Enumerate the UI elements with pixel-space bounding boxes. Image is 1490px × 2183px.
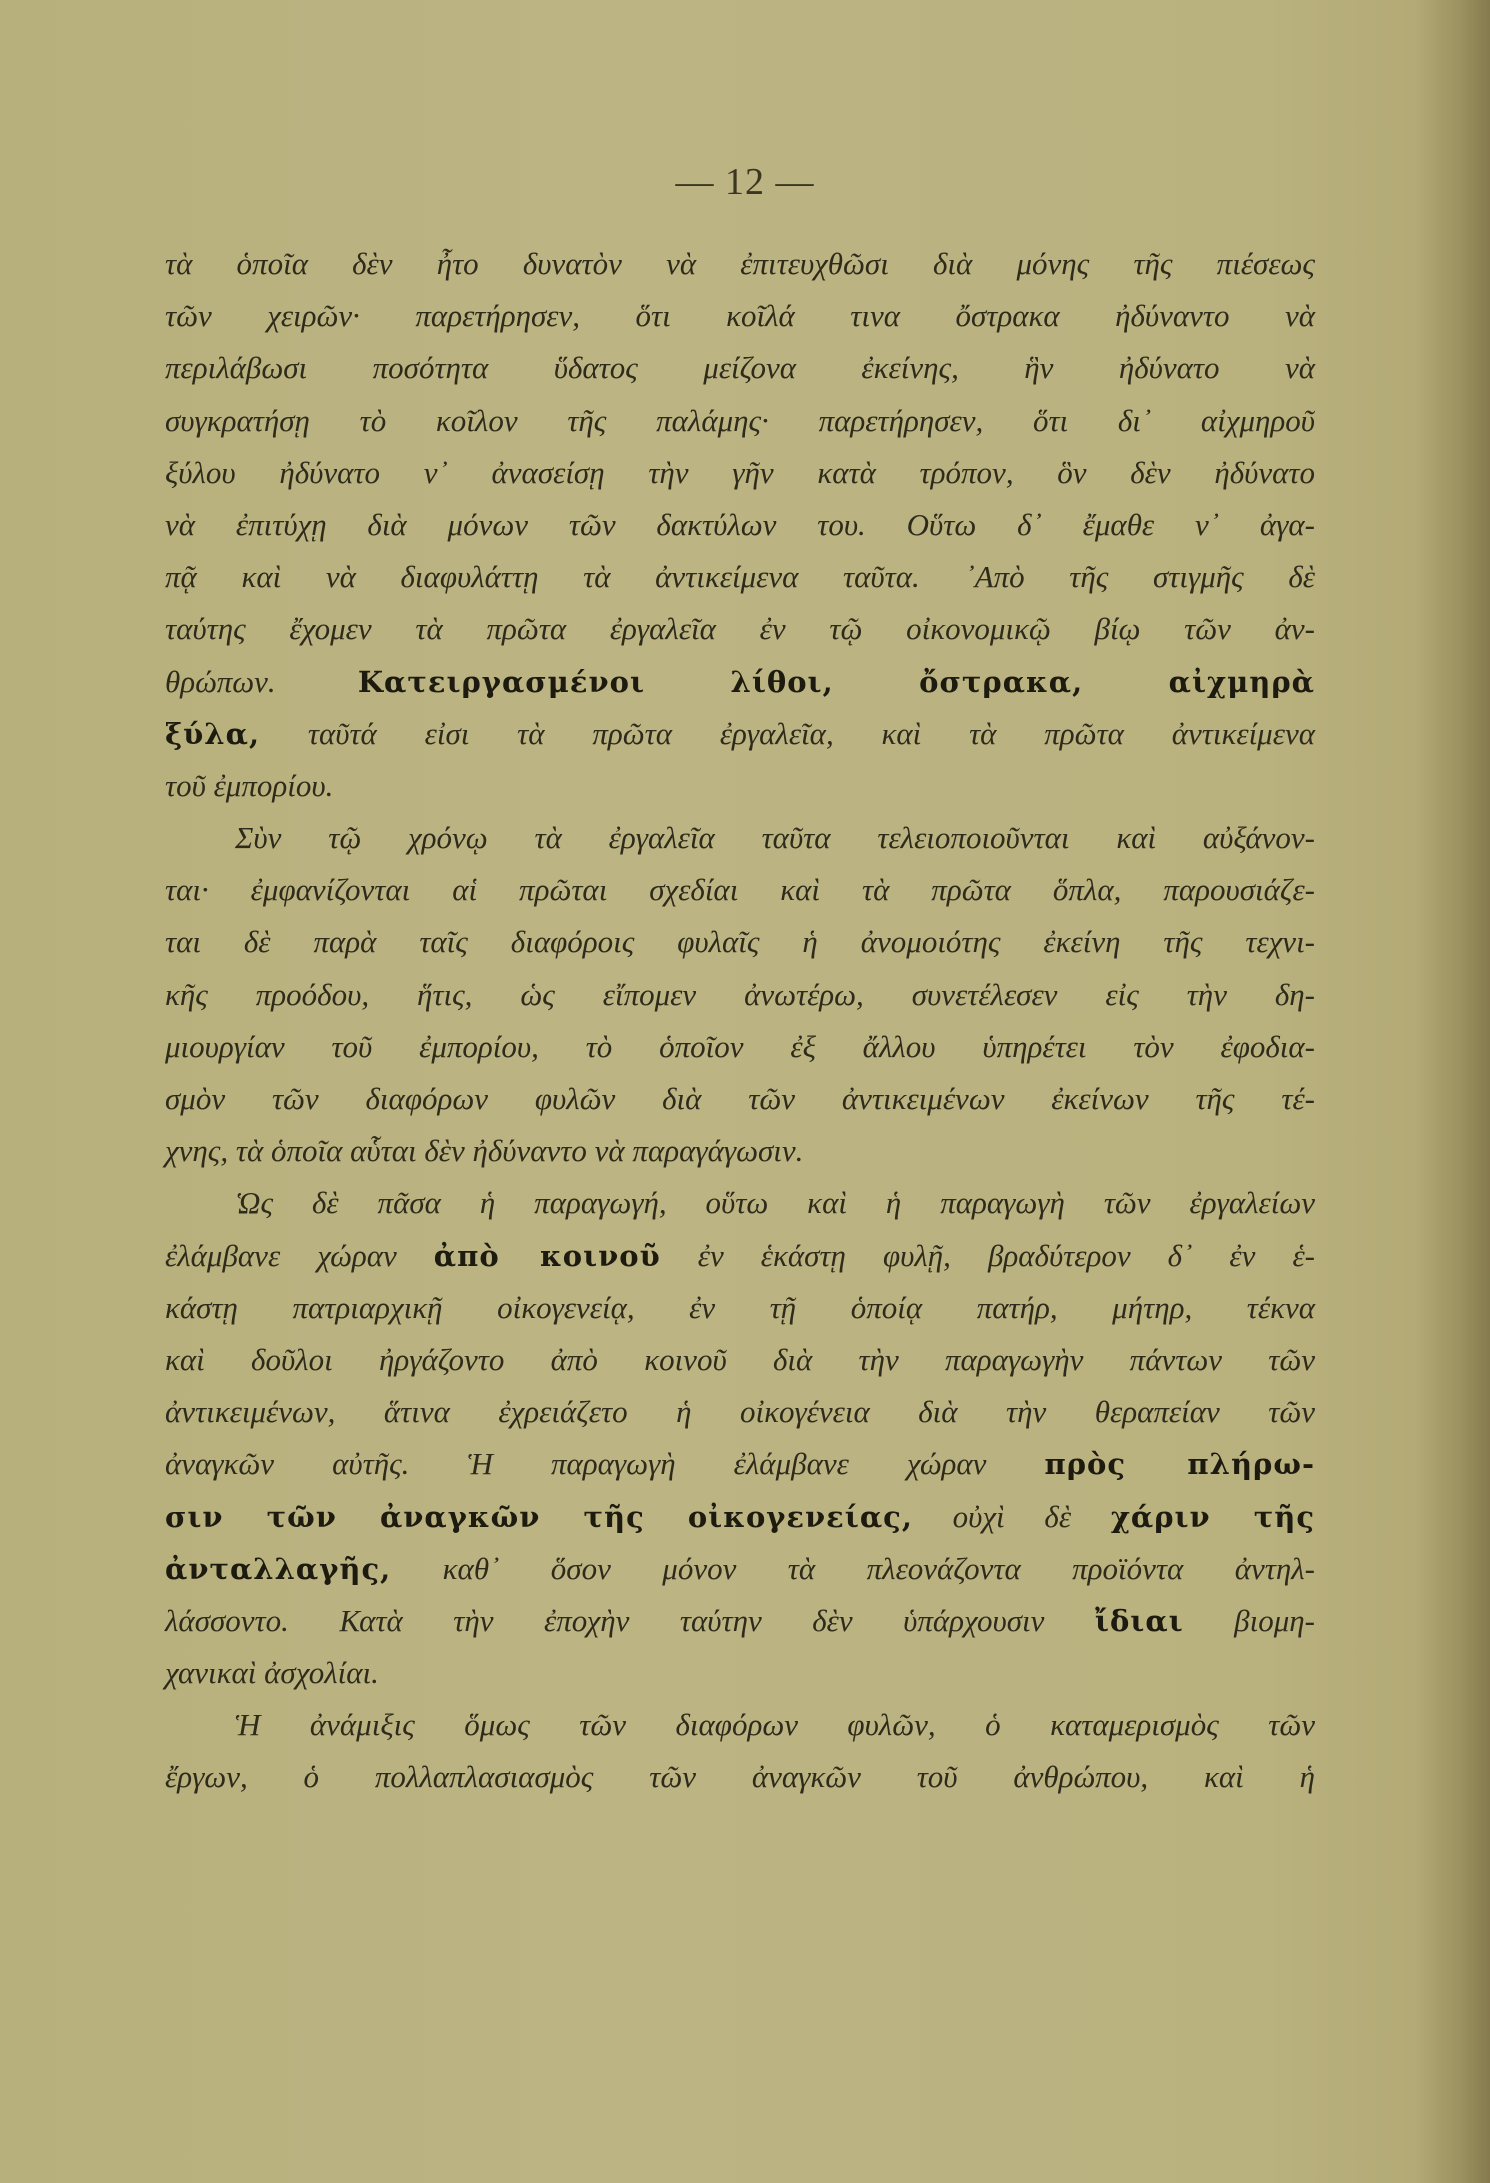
text-line: [165, 395, 1315, 447]
text-run: ξύλου ἠδύνατο ν᾽ ἀνασείσῃ τὴν γῆν κατὰ τρόπον, ὃν δὲν ἠδύνατο: [165, 454, 1315, 490]
text-line: [165, 1334, 1315, 1386]
text-line: [165, 1543, 1315, 1595]
emphasized-phrase: ξύλα,: [165, 716, 261, 751]
text-line: [165, 1491, 1315, 1543]
text-run: καθ᾽ ὅσον μόνον τὰ πλεονάζοντα προϊόντα ἀντηλ-: [391, 1550, 1315, 1586]
emphasized-phrase: ἀνταλλαγῆς,: [165, 1551, 392, 1586]
emphasized-phrase: σιν τῶν ἀναγκῶν τῆς οἰκογενείας,: [165, 1499, 913, 1534]
text-run: ἀναγκῶν αὐτῆς. Ἡ παραγωγὴ ἐλάμβανε χώραν: [165, 1446, 1045, 1482]
text-line: [165, 916, 1315, 968]
text-line: [165, 342, 1315, 394]
emphasized-phrase: Κατειργασμένοι λίθοι, ὄστρακα, αἰχμηρὰ: [357, 664, 1315, 699]
text-line: [165, 1073, 1315, 1125]
text-line: [165, 1751, 1315, 1803]
text-line: [165, 1282, 1315, 1334]
text-run: ἐν ἑκάστῃ φυλῇ, βραδύτερον δ᾽ ἐν ἑ-: [660, 1237, 1315, 1273]
text-run: τῶν χειρῶν· παρετήρησεν, ὅτι κοῖλά τινα ὄστρακα ἠδύναντο νὰ: [165, 298, 1315, 334]
text-line: [165, 1386, 1315, 1438]
text-line: [165, 1177, 1315, 1229]
text-run: ἀντικειμένων, ἅτινα ἐχρειάζετο ἡ οἰκογένεια διὰ τὴν θεραπείαν τῶν: [165, 1394, 1315, 1430]
text-line: [165, 656, 1315, 708]
text-run: χανικαὶ ἀσχολίαι.: [165, 1655, 379, 1691]
text-run: ται· ἐμφανίζονται αἱ πρῶται σχεδίαι καὶ τὰ πρῶτα ὅπλα, παρουσιάζε-: [165, 872, 1315, 908]
text-line: [165, 1595, 1315, 1647]
text-line: [165, 1647, 1315, 1699]
text-line: [165, 238, 1315, 290]
emphasized-phrase: πρὸς πλήρω-: [1044, 1447, 1315, 1482]
text-run: ἔργων, ὁ πολλαπλασιασμὸς τῶν ἀναγκῶν τοῦ ἀνθρώπου, καὶ ἡ: [165, 1759, 1315, 1795]
text-line: [165, 969, 1315, 1021]
text-run: καὶ δοῦλοι ἠργάζοντο ἀπὸ κοινοῦ διὰ τὴν παραγωγὴν πάντων τῶν: [165, 1341, 1315, 1377]
text-run: Ἡ ἀνάμιξις ὅμως τῶν διαφόρων φυλῶν, ὁ καταμερισμὸς τῶν: [235, 1707, 1315, 1743]
text-line: [165, 1230, 1315, 1282]
text-line: [165, 1438, 1315, 1490]
text-line: [165, 447, 1315, 499]
text-run: περιλάβωσι ποσότητα ὕδατος μείζονα ἐκείνης, ἣν ἠδύνατο νὰ: [165, 350, 1315, 386]
emphasized-phrase: ἴδιαι: [1094, 1603, 1184, 1638]
body-text: [165, 238, 1315, 1804]
text-run: Ὡς δὲ πᾶσα ἡ παραγωγή, οὕτω καὶ ἡ παραγωγὴ τῶν ἐργαλείων: [235, 1185, 1315, 1221]
text-run: συγκρατήσῃ τὸ κοῖλον τῆς παλάμης· παρετήρησεν, ὅτι δι᾽ αἰχμηροῦ: [165, 402, 1315, 438]
text-line: [165, 812, 1315, 864]
text-run: θρώπων.: [165, 663, 358, 699]
text-line: [165, 760, 1315, 812]
text-line: [165, 864, 1315, 916]
text-line: [165, 1125, 1315, 1177]
text-line: [165, 708, 1315, 760]
text-run: ἐλάμβανε χώραν: [165, 1237, 434, 1273]
text-line: [165, 603, 1315, 655]
text-run: τὰ ὁποῖα δὲν ἦτο δυνατὸν νὰ ἐπιτευχθῶσι διὰ μόνης τῆς πιέσεως: [165, 246, 1315, 281]
text-run: τοῦ ἐμπορίου.: [165, 767, 334, 803]
text-run: οὐχὶ δὲ: [912, 1498, 1111, 1534]
text-run: σμὸν τῶν διαφόρων φυλῶν διὰ τῶν ἀντικειμένων ἐκείνων τῆς τέ-: [165, 1081, 1315, 1116]
text-run: νὰ ἐπιτύχῃ διὰ μόνων τῶν δακτύλων του. Οὕτω δ᾽ ἔμαθε ν᾽ ἀγα-: [165, 506, 1315, 542]
text-line: [165, 499, 1315, 551]
text-run: πᾷ καὶ νὰ διαφυλάττῃ τὰ ἀντικείμενα ταῦτα. ᾽Απὸ τῆς στιγμῆς δὲ: [165, 559, 1315, 595]
text-run: ται δὲ παρὰ ταῖς διαφόροις φυλαῖς ἡ ἀνομοιότης ἐκείνη τῆς τεχνι-: [165, 924, 1315, 960]
text-run: μιουργίαν τοῦ ἐμπορίου, τὸ ὁποῖον ἐξ ἄλλου ὑπηρέτει τὸν ἐφοδια-: [165, 1028, 1315, 1064]
text-line: [165, 551, 1315, 603]
text-line: [165, 1021, 1315, 1073]
text-run: κάστῃ πατριαρχικῇ οἰκογενείᾳ, ἐν τῇ ὁποίᾳ πατήρ, μήτηρ, τέκνα: [165, 1289, 1315, 1325]
text-run: βιομη-: [1183, 1602, 1315, 1638]
emphasized-phrase: χάριν τῆς: [1110, 1499, 1316, 1534]
page-number: — 12 —: [675, 161, 815, 203]
text-run: κῆς προόδου, ἥτις, ὡς εἴπομεν ἀνωτέρω, συνετέλεσεν εἰς τὴν δη-: [165, 976, 1315, 1012]
text-run: ταύτης ἔχομεν τὰ πρῶτα ἐργαλεῖα ἐν τῷ οἰκονομικῷ βίῳ τῶν ἀν-: [165, 611, 1315, 647]
text-run: ταῦτά εἰσι τὰ πρῶτα ἐργαλεῖα, καὶ τὰ πρῶτα ἀντικείμενα: [260, 715, 1315, 751]
text-line: [165, 1699, 1315, 1751]
text-line: [165, 290, 1315, 342]
text-run: χνης, τὰ ὁποῖα αὗται δὲν ἠδύναντο νὰ παραγάγωσιν.: [165, 1133, 804, 1169]
emphasized-phrase: ἀπὸ κοινοῦ: [433, 1238, 661, 1273]
text-run: Σὺν τῷ χρόνῳ τὰ ἐργαλεῖα ταῦτα τελειοποιοῦνται καὶ αὐξάνον-: [235, 820, 1315, 856]
text-run: λάσσοντο. Κατὰ τὴν ἐποχὴν ταύτην δὲν ὑπάρχουσιν: [165, 1602, 1095, 1638]
